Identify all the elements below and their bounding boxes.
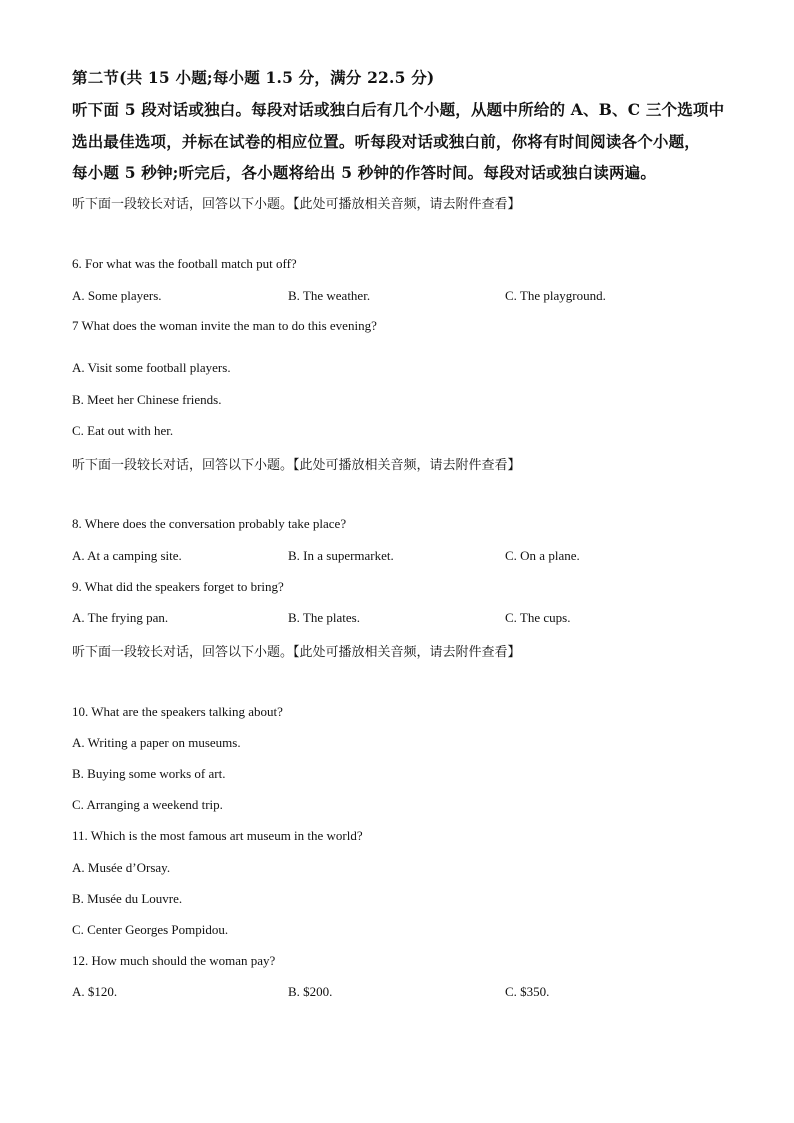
- audio-note-2: 听下面一段较长对话，回答以下小题。【此处可播放相关音频，请去附件查看】: [72, 458, 521, 473]
- audio-note-3: 听下面一段较长对话，回答以下小题。【此处可播放相关音频，请去附件查看】: [72, 645, 521, 660]
- question-11-option-a: A. Musée d’Orsay.: [72, 860, 171, 875]
- question-7-option-b: B. Meet her Chinese friends.: [72, 392, 222, 407]
- question-8-option-c: C. On a plane.: [505, 548, 580, 563]
- question-6-stem: 6. For what was the football match put off?: [72, 256, 297, 271]
- question-10-stem: 10. What are the speakers talking about?: [72, 704, 283, 719]
- question-8-option-b: B. In a supermarket.: [288, 548, 394, 563]
- question-10-option-b: B. Buying some works of art.: [72, 766, 226, 781]
- question-9-option-a: A. The frying pan.: [72, 610, 169, 625]
- instruction-line-3: 每小题 5 秒钟;听完后，各小题将给出 5 秒钟的作答时间。每段对话或独白读两遍。: [72, 163, 657, 182]
- question-10-option-a: A. Writing a paper on museums.: [72, 735, 241, 750]
- question-7-option-a: A. Visit some football players.: [72, 360, 231, 375]
- question-6-option-a: A. Some players.: [72, 288, 162, 303]
- question-12-option-a: A. $120.: [72, 984, 118, 999]
- question-7-stem: 7 What does the woman invite the man to do this evening?: [72, 318, 377, 333]
- question-12-option-c: C. $350.: [505, 984, 550, 999]
- section-heading: 第二节(共 15 小题;每小题 1.5 分，满分 22.5 分): [72, 68, 435, 87]
- question-10-option-c: C. Arranging a weekend trip.: [72, 797, 223, 812]
- instruction-line-2: 选出最佳选项，并标在试卷的相应位置。听每段对话或独白前，你将有时间阅读各个小题，: [72, 132, 701, 151]
- question-12-option-b: B. $200.: [288, 984, 333, 999]
- question-6-option-c: C. The playground.: [505, 288, 606, 303]
- question-11-option-c: C. Center Georges Pompidou.: [72, 922, 229, 937]
- question-9-stem: 9. What did the speakers forget to bring?: [72, 579, 284, 594]
- question-8-stem: 8. Where does the conversation probably take place?: [72, 516, 347, 531]
- instruction-line-1: 听下面 5 段对话或独白。每段对话或独白后有几个小题，从题中所给的 A、B、C 三个选项中: [72, 100, 725, 119]
- question-9-option-b: B. The plates.: [288, 610, 360, 625]
- question-8-option-a: A. At a camping site.: [72, 548, 182, 563]
- question-11-stem: 11. Which is the most famous art museum in the world?: [72, 828, 363, 843]
- question-7-option-c: C. Eat out with her.: [72, 423, 174, 438]
- audio-note-1: 听下面一段较长对话，回答以下小题。【此处可播放相关音频，请去附件查看】: [72, 197, 521, 212]
- question-11-option-b: B. Musée du Louvre.: [72, 891, 183, 906]
- question-6-option-b: B. The weather.: [288, 288, 371, 303]
- question-12-stem: 12. How much should the woman pay?: [72, 953, 276, 968]
- question-9-option-c: C. The cups.: [505, 610, 571, 625]
